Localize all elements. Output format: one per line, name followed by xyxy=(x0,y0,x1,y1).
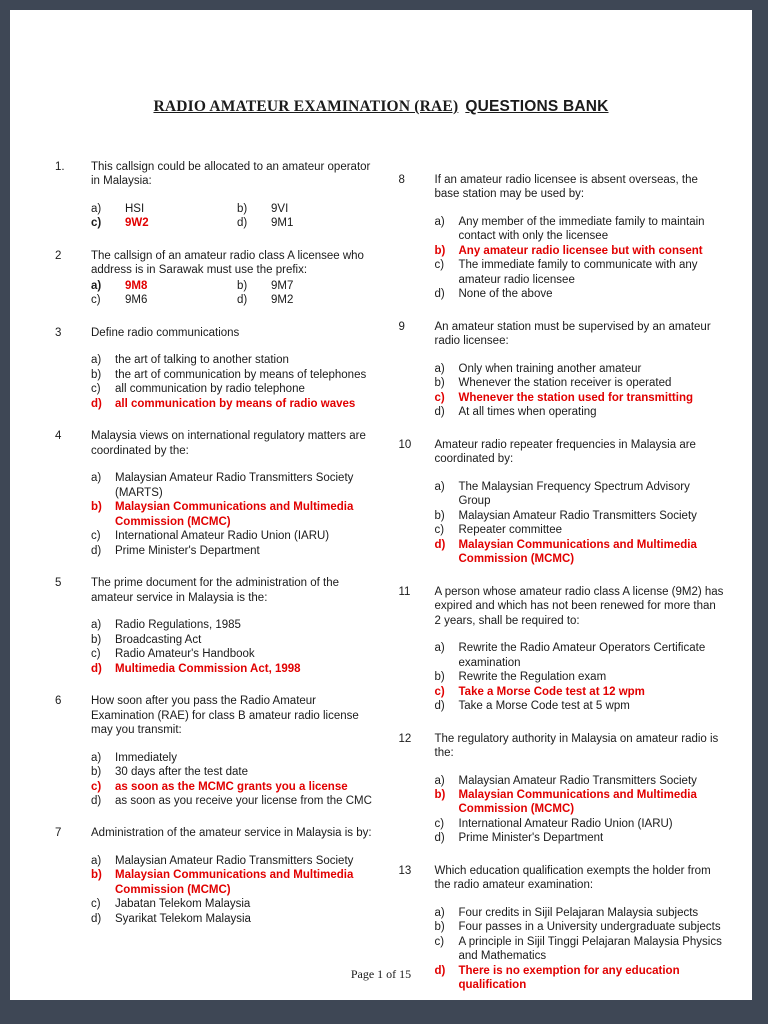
option-label: b) xyxy=(91,501,102,514)
options-group xyxy=(91,279,381,308)
option-label: b) xyxy=(434,244,446,257)
page-title-serif-part: RADIO AMATEUR EXAMINATION (RAE) xyxy=(153,98,459,115)
question-text: The callsign of an amateur radio class A licensee who address is in Sarawak must use the prefix: xyxy=(91,249,364,277)
option-text: Take a Morse Code test at 5 wpm xyxy=(458,700,630,713)
question-number: 8 xyxy=(398,174,405,186)
question-block xyxy=(399,438,725,567)
option-label: a) xyxy=(91,751,102,764)
option-row xyxy=(435,788,725,817)
question-block xyxy=(55,249,381,308)
question-text: Which education qualification exempts the holder from the radio amateur examination: xyxy=(434,864,711,892)
option-label: a) xyxy=(434,774,445,787)
question-block xyxy=(55,826,381,926)
right-column xyxy=(399,160,725,1000)
options-group xyxy=(435,215,725,302)
option-row xyxy=(435,920,725,934)
option-label: d) xyxy=(434,964,446,977)
question-text: Amateur radio repeater frequencies in Malaysia are coordinated by: xyxy=(434,438,696,466)
option-row xyxy=(91,353,381,367)
option-row xyxy=(91,662,381,676)
option-row xyxy=(91,780,381,794)
options-group xyxy=(91,353,381,411)
options-group xyxy=(91,854,381,926)
option-row xyxy=(435,906,725,920)
question-number: 1. xyxy=(55,161,65,173)
option-text: Malaysian Communications and Multimedia Commission (MCMC) xyxy=(115,501,354,528)
option-label: b) xyxy=(91,633,102,646)
option-text: Rewrite the Radio Amateur Operators Certificate examination xyxy=(458,642,706,669)
question-text: A person whose amateur radio class A license (9M2) has expired and which has not been renewed for more than 2 years, shall be required to: xyxy=(434,585,724,627)
option-label: d) xyxy=(91,544,102,557)
option-label: d) xyxy=(434,832,445,845)
option-label: b) xyxy=(434,671,445,684)
option-label: d) xyxy=(237,217,248,230)
option-text: Only when training another amateur xyxy=(458,362,642,375)
option-text: Malaysian Communications and Multimedia Commission (MCMC) xyxy=(115,869,354,896)
question-body xyxy=(91,694,381,808)
option-label: b) xyxy=(434,509,445,522)
option-label: a) xyxy=(91,619,102,632)
page-number-footer: Page 1 of 15 xyxy=(350,967,412,981)
options-group xyxy=(91,202,381,231)
option-text: 9M7 xyxy=(271,279,294,292)
question-body xyxy=(91,429,381,558)
option-text: A principle in Sijil Tinggi Pelajaran Malaysia Physics and Mathematics xyxy=(458,935,722,963)
option-text: Any amateur radio licensee but with consent xyxy=(458,244,703,257)
option-text: 9VI xyxy=(271,202,289,215)
question-body xyxy=(435,320,725,420)
option-text: as soon as the MCMC grants you a license xyxy=(115,780,348,793)
question-text: How soon after you pass the Radio Amateur Examination (RAE) for class B amateur radio license may you transmit: xyxy=(91,695,359,737)
question-body xyxy=(435,585,725,714)
option-text: Jabatan Telekom Malaysia xyxy=(115,898,251,911)
option-text: Take a Morse Code test at 12 wpm xyxy=(458,685,645,698)
option-text: Rewrite the Regulation exam xyxy=(458,671,607,684)
option-text: Malaysian Communications and Multimedia Commission (MCMC) xyxy=(458,538,697,566)
option-text: 9W2 xyxy=(125,217,149,230)
option-text: Malaysian Amateur Radio Transmitters Society (MARTS) xyxy=(115,472,354,499)
option-label: c) xyxy=(434,259,445,272)
option-label: d) xyxy=(237,294,248,307)
question-number: 12 xyxy=(398,732,412,745)
option-text: Immediately xyxy=(115,751,177,764)
option-label: b) xyxy=(91,368,102,381)
option-text: International Amateur Radio Union (IARU) xyxy=(458,817,673,830)
option-row xyxy=(91,912,381,926)
option-label: d) xyxy=(434,538,446,551)
option-row xyxy=(91,765,381,779)
option-row xyxy=(91,382,381,396)
option-text: Radio Regulations, 1985 xyxy=(115,619,241,632)
page-title-sans-part: QUESTIONS BANK xyxy=(465,98,609,115)
option-label: a) xyxy=(434,215,445,228)
option-text: the art of communication by means of telephones xyxy=(115,368,367,381)
option-label: d) xyxy=(434,406,445,419)
question-block xyxy=(55,160,381,231)
option-text: Multimedia Commission Act, 1998 xyxy=(115,662,301,675)
question-number: 2 xyxy=(55,249,62,262)
option-label: d) xyxy=(91,912,102,925)
question-number: 10 xyxy=(398,438,412,451)
option-label: c) xyxy=(91,383,101,396)
option-text: 30 days after the test date xyxy=(115,766,248,779)
option-row xyxy=(91,794,381,808)
option-text: all communication by radio telephone xyxy=(115,383,305,396)
option-text: Any member of the immediate family to maintain contact with only the licensee xyxy=(458,215,705,243)
option-text: Radio Amateur's Handbook xyxy=(115,648,255,661)
option-row xyxy=(435,670,725,684)
question-body xyxy=(435,732,725,846)
option-row xyxy=(435,699,725,713)
option-label: b) xyxy=(434,921,445,934)
option-row xyxy=(435,774,725,788)
question-block xyxy=(399,320,725,420)
option-row xyxy=(91,471,381,500)
question-number: 9 xyxy=(398,320,405,333)
option-row xyxy=(91,500,381,529)
option-label: b) xyxy=(434,788,446,801)
question-number: 13 xyxy=(398,864,412,877)
question-text: An amateur station must be supervised by an amateur radio licensee: xyxy=(434,320,711,348)
left-column xyxy=(55,160,381,1000)
option-row xyxy=(91,529,381,543)
option-text: The immediate family to communicate with any amateur radio licensee xyxy=(458,259,698,286)
option-row xyxy=(91,544,381,558)
option-text: Repeater committee xyxy=(458,524,563,537)
option-row xyxy=(435,391,725,405)
question-text: Define radio communications xyxy=(91,326,240,339)
option-row xyxy=(91,897,381,911)
option-row xyxy=(435,376,725,390)
question-number: 3 xyxy=(55,326,62,339)
option-text: Malaysian Communications and Multimedia Commission (MCMC) xyxy=(458,788,697,816)
option-text: Broadcasting Act xyxy=(115,633,202,646)
question-block xyxy=(55,576,381,676)
question-body xyxy=(91,160,381,231)
question-body xyxy=(91,249,381,308)
option-label: b) xyxy=(91,766,102,779)
option-label: b) xyxy=(91,869,102,882)
option-text: 9M1 xyxy=(271,217,294,230)
option-row xyxy=(435,215,725,244)
option-row xyxy=(435,523,725,537)
question-columns xyxy=(10,160,752,1000)
option-label: d) xyxy=(434,700,445,713)
option-label: d) xyxy=(91,397,102,410)
question-block xyxy=(55,429,381,558)
question-body xyxy=(435,438,725,567)
option-label: c) xyxy=(434,817,445,830)
option-row xyxy=(435,405,725,419)
options-group xyxy=(435,480,725,567)
option-text: At all times when operating xyxy=(458,406,597,419)
question-text: Administration of the amateur service in Malaysia is by: xyxy=(91,827,372,840)
question-number: 11 xyxy=(398,585,411,598)
option-label: d) xyxy=(91,662,102,675)
option-text: Whenever the station receiver is operated xyxy=(458,377,672,390)
option-label: a) xyxy=(434,906,445,919)
option-row xyxy=(435,817,725,831)
option-row xyxy=(435,641,725,670)
option-label: d) xyxy=(91,794,102,807)
option-row xyxy=(435,935,725,964)
options-group xyxy=(91,751,381,809)
option-label: c) xyxy=(434,391,445,404)
option-text: the art of talking to another station xyxy=(115,354,289,367)
question-block xyxy=(399,585,725,714)
option-row xyxy=(435,258,725,287)
option-row xyxy=(435,287,725,301)
option-text: Malaysian Amateur Radio Transmitters Society xyxy=(458,509,697,522)
options-group xyxy=(435,362,725,420)
option-row xyxy=(91,751,381,765)
option-label: c) xyxy=(434,685,445,698)
option-label: c) xyxy=(434,935,445,948)
option-row xyxy=(91,633,381,647)
question-number: 4 xyxy=(55,430,62,443)
option-text: as soon as you receive your license from the CMC xyxy=(115,794,372,807)
options-group xyxy=(91,618,381,676)
option-text: Four credits in Sijil Pelajaran Malaysia subjects xyxy=(458,906,699,919)
option-label: c) xyxy=(91,898,101,911)
question-block xyxy=(55,326,381,411)
option-row xyxy=(91,368,381,382)
document-page xyxy=(10,10,752,1000)
option-text: International Amateur Radio Union (IARU) xyxy=(115,530,330,543)
option-row xyxy=(435,831,725,845)
option-text: Whenever the station used for transmitting xyxy=(458,391,693,404)
option-label: c) xyxy=(434,524,445,537)
question-text: The regulatory authority in Malaysia on amateur radio is the: xyxy=(434,732,719,760)
option-label: a) xyxy=(434,480,445,493)
option-row xyxy=(91,618,381,632)
option-label: a) xyxy=(434,362,445,375)
option-row xyxy=(435,509,725,523)
question-block xyxy=(399,732,725,846)
question-block xyxy=(399,173,725,302)
option-label: c) xyxy=(91,530,101,543)
page-title xyxy=(10,98,752,116)
option-text: None of the above xyxy=(458,288,553,301)
option-label: b) xyxy=(237,279,248,292)
option-text: Malaysian Amateur Radio Transmitters Society xyxy=(458,774,697,787)
option-text: 9M8 xyxy=(125,279,148,292)
option-row xyxy=(435,362,725,376)
options-group xyxy=(435,774,725,846)
question-body xyxy=(435,173,725,302)
option-label: a) xyxy=(91,354,102,367)
option-label: c) xyxy=(91,648,101,661)
question-body xyxy=(91,826,381,926)
option-text: Prime Minister's Department xyxy=(115,544,260,557)
option-text: The Malaysian Frequency Spectrum Advisory Group xyxy=(458,480,690,508)
option-text: all communication by means of radio waves xyxy=(115,397,356,410)
option-label: c) xyxy=(91,294,101,307)
question-text: The prime document for the administration of the amateur service in Malaysia is the: xyxy=(91,577,340,604)
options-group xyxy=(435,641,725,713)
option-row xyxy=(91,854,381,868)
question-text: This callsign could be allocated to an amateur operator in Malaysia: xyxy=(91,161,371,188)
option-label: a) xyxy=(91,202,102,215)
question-number: 5 xyxy=(55,577,62,590)
option-label: b) xyxy=(434,377,445,390)
option-label: c) xyxy=(91,780,102,793)
option-label: b) xyxy=(237,202,248,215)
question-text: If an amateur radio licensee is absent overseas, the base station may be used by: xyxy=(434,174,698,201)
option-row xyxy=(91,868,381,897)
question-number: 6 xyxy=(55,695,62,708)
option-row xyxy=(435,685,725,699)
option-label: d) xyxy=(434,288,445,301)
option-text: Four passes in a University undergraduate subjects xyxy=(458,921,721,934)
option-label: a) xyxy=(434,642,445,655)
option-label: c) xyxy=(91,217,102,230)
options-group xyxy=(91,471,381,558)
question-text: Malaysia views on international regulatory matters are coordinated by the: xyxy=(91,430,366,457)
option-text: HSI xyxy=(125,202,145,215)
question-block xyxy=(55,694,381,808)
option-label: a) xyxy=(91,854,102,867)
option-row xyxy=(435,244,725,258)
option-label: a) xyxy=(91,279,102,292)
option-text: 9M6 xyxy=(125,294,148,307)
option-text: Syarikat Telekom Malaysia xyxy=(115,912,251,925)
option-text: Malaysian Amateur Radio Transmitters Society xyxy=(115,854,354,867)
option-text: Prime Minister's Department xyxy=(458,832,604,845)
option-row xyxy=(91,397,381,411)
option-text: There is no exemption for any education qualification xyxy=(458,964,680,992)
question-body xyxy=(91,576,381,676)
question-number: 7 xyxy=(55,827,62,840)
option-row xyxy=(435,538,725,567)
question-body xyxy=(91,326,381,411)
option-text: 9M2 xyxy=(271,294,294,307)
option-row xyxy=(435,480,725,509)
option-row xyxy=(91,647,381,661)
option-label: a) xyxy=(91,472,102,485)
